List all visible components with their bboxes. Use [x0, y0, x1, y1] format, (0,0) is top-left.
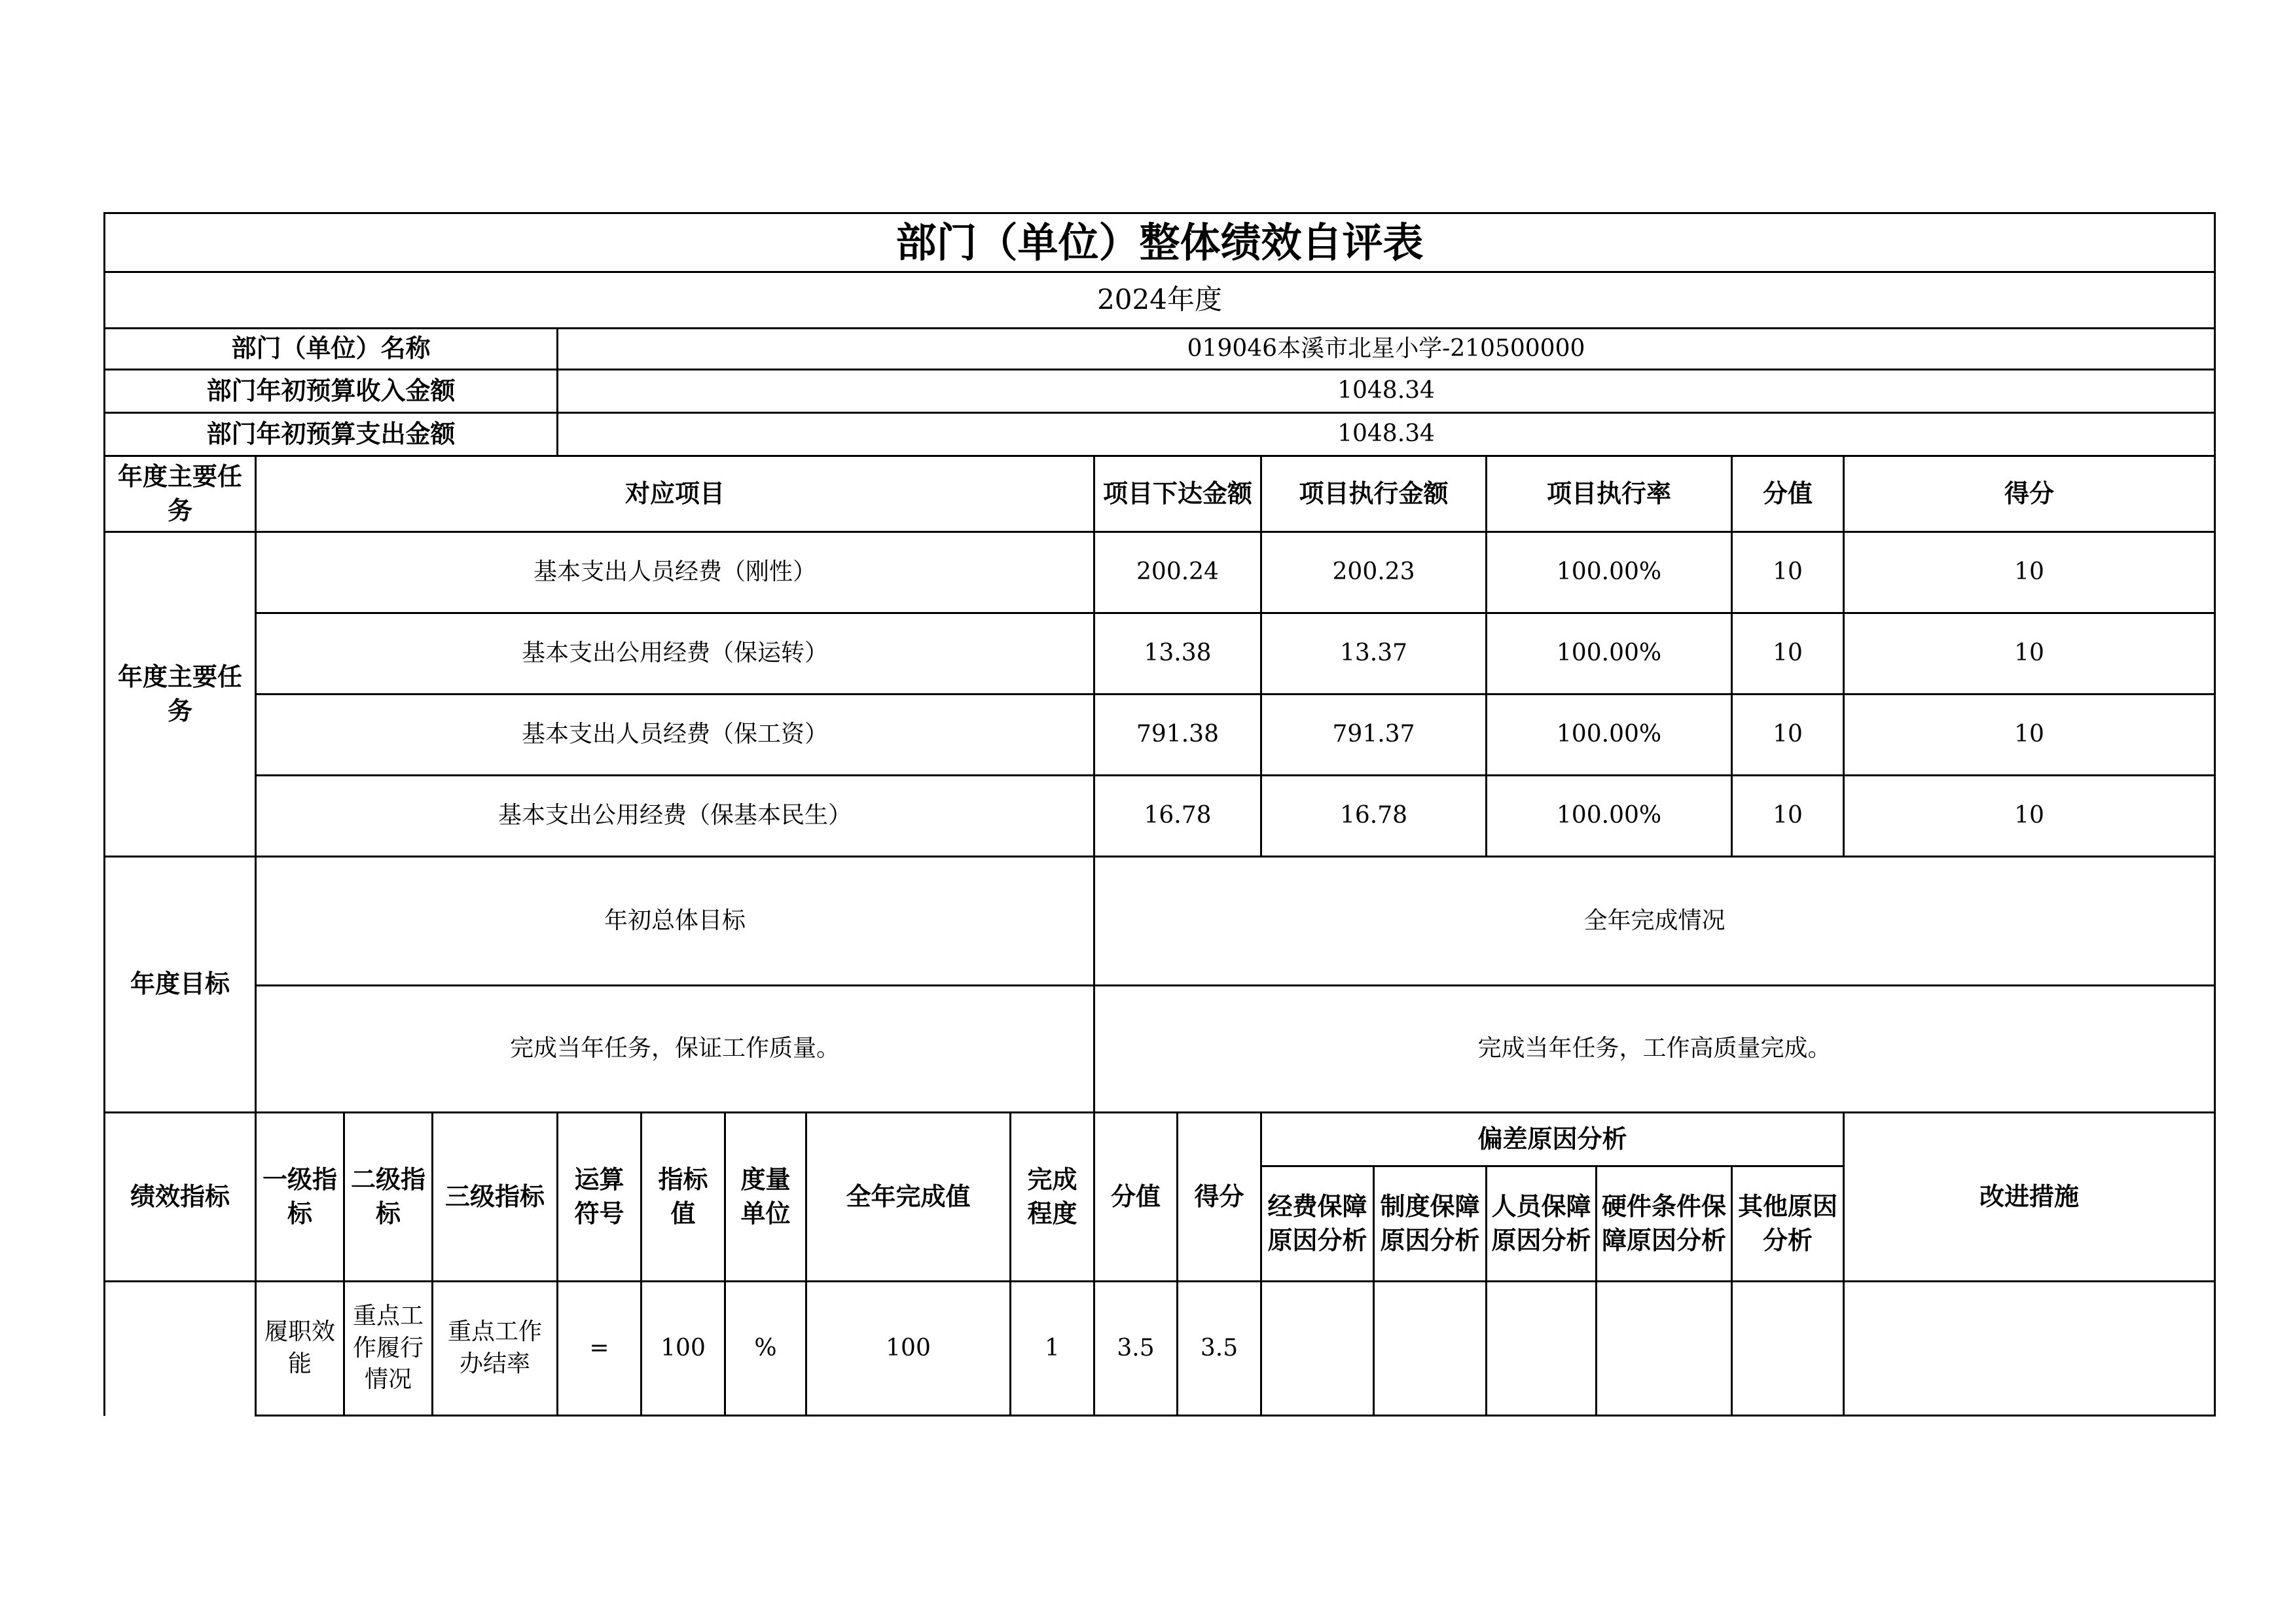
indicator-row	[105, 1282, 2215, 1416]
task-project: 基本支出公用经费（保基本民生）	[256, 776, 1094, 857]
info-row-expense	[105, 413, 2215, 456]
deviation-funding-cell	[1261, 1282, 1374, 1416]
indicator-target-value: 100	[642, 1282, 725, 1416]
indicator-header-row	[105, 1113, 2215, 1166]
task-project: 基本支出公用经费（保运转）	[256, 613, 1094, 695]
task-executed: 200.23	[1261, 532, 1487, 613]
indicator-degree-value: 1	[1011, 1282, 1094, 1416]
deviation-staff-cell	[1487, 1282, 1597, 1416]
task-executed: 13.37	[1261, 613, 1487, 695]
task-score-value: 10	[1732, 695, 1844, 776]
unit-name-value: 019046本溪市北星小学-210500000	[558, 329, 2215, 370]
unit-name-label: 部门（单位）名称	[105, 329, 558, 370]
task-header-score: 得分	[1844, 456, 2215, 532]
deviation-other-cell	[1732, 1282, 1844, 1416]
task-rate: 100.00%	[1487, 776, 1732, 857]
expense-label: 部门年初预算支出金额	[105, 413, 558, 456]
indicator-level2: 二级指标	[344, 1113, 433, 1282]
indicator-actual-value: 100	[806, 1282, 1011, 1416]
goal-label: 年度目标	[105, 857, 256, 1113]
income-value: 1048.34	[558, 370, 2215, 413]
task-row	[105, 532, 2215, 613]
goal-completion-text: 完成当年任务，工作高质量完成。	[1094, 986, 2215, 1113]
deviation-system: 制度保障原因分析	[1374, 1166, 1487, 1282]
year-row	[105, 272, 2215, 329]
deviation-system-cell	[1374, 1282, 1487, 1416]
task-allocated: 16.78	[1094, 776, 1261, 857]
info-row-income	[105, 370, 2215, 413]
task-score: 10	[1844, 776, 2215, 857]
indicator-operator: 运算符号	[558, 1113, 642, 1282]
indicator-target: 指标值	[642, 1113, 725, 1282]
info-row-name	[105, 329, 2215, 370]
task-allocated: 200.24	[1094, 532, 1261, 613]
deviation-hardware-cell	[1597, 1282, 1732, 1416]
goal-header-row	[105, 857, 2215, 986]
indicator-deviation: 偏差原因分析	[1261, 1113, 1844, 1166]
task-rate: 100.00%	[1487, 532, 1732, 613]
task-header-task: 年度主要任务	[105, 456, 256, 532]
task-header-score-value: 分值	[1732, 456, 1844, 532]
indicator-unit: 度量单位	[725, 1113, 806, 1282]
deviation-staff: 人员保障原因分析	[1487, 1166, 1597, 1282]
task-header-project: 对应项目	[256, 456, 1094, 532]
indicator-score: 得分	[1178, 1113, 1261, 1282]
indicator-operator-value: =	[558, 1282, 642, 1416]
deviation-funding: 经费保障原因分析	[1261, 1166, 1374, 1282]
expense-value: 1048.34	[558, 413, 2215, 456]
indicator-level2-value: 重点工作履行情况	[344, 1282, 433, 1416]
task-allocated: 13.38	[1094, 613, 1261, 695]
task-score: 10	[1844, 532, 2215, 613]
goal-initial-text: 完成当年任务，保证工作质量。	[256, 986, 1094, 1113]
evaluation-table	[103, 212, 2216, 1416]
indicator-actual: 全年完成值	[806, 1113, 1011, 1282]
task-header-executed: 项目执行金额	[1261, 456, 1487, 532]
improve-cell	[1844, 1282, 2215, 1416]
task-row	[105, 613, 2215, 695]
task-header-allocated: 项目下达金额	[1094, 456, 1261, 532]
task-row	[105, 776, 2215, 857]
task-score-value: 10	[1732, 776, 1844, 857]
task-rate: 100.00%	[1487, 613, 1732, 695]
task-rate: 100.00%	[1487, 695, 1732, 776]
indicator-level1-value: 履职效能	[256, 1282, 344, 1416]
page-title: 部门（单位）整体绩效自评表	[105, 213, 2215, 272]
task-allocated: 791.38	[1094, 695, 1261, 776]
goal-initial-header: 年初总体目标	[256, 857, 1094, 986]
evaluation-sheet	[103, 212, 2201, 1416]
goal-text-row	[105, 986, 2215, 1113]
task-project: 基本支出人员经费（刚性）	[256, 532, 1094, 613]
indicator-level3: 三级指标	[433, 1113, 558, 1282]
task-executed: 791.37	[1261, 695, 1487, 776]
indicator-score-value-cell: 3.5	[1178, 1282, 1261, 1416]
indicator-score-value: 分值	[1094, 1113, 1178, 1282]
indicator-level1: 一级指标	[256, 1113, 344, 1282]
task-row	[105, 695, 2215, 776]
deviation-other: 其他原因分析	[1732, 1166, 1844, 1282]
indicator-improve: 改进措施	[1844, 1113, 2215, 1282]
task-project: 基本支出人员经费（保工资）	[256, 695, 1094, 776]
indicator-unit-value: %	[725, 1282, 806, 1416]
indicator-label: 绩效指标	[105, 1113, 256, 1282]
task-score-value: 10	[1732, 532, 1844, 613]
task-executed: 16.78	[1261, 776, 1487, 857]
task-header-row	[105, 456, 2215, 532]
task-row-label: 年度主要任务	[105, 532, 256, 857]
task-score: 10	[1844, 695, 2215, 776]
task-score: 10	[1844, 613, 2215, 695]
indicator-score-value-value: 3.5	[1094, 1282, 1178, 1416]
indicator-degree: 完成程度	[1011, 1113, 1094, 1282]
year-label: 2024年度	[105, 272, 2215, 329]
income-label: 部门年初预算收入金额	[105, 370, 558, 413]
title-row	[105, 213, 2215, 272]
goal-completion-header: 全年完成情况	[1094, 857, 2215, 986]
task-score-value: 10	[1732, 613, 1844, 695]
task-header-rate: 项目执行率	[1487, 456, 1732, 532]
indicator-row-label	[105, 1282, 256, 1416]
indicator-level3-value: 重点工作办结率	[433, 1282, 558, 1416]
deviation-hardware: 硬件条件保障原因分析	[1597, 1166, 1732, 1282]
